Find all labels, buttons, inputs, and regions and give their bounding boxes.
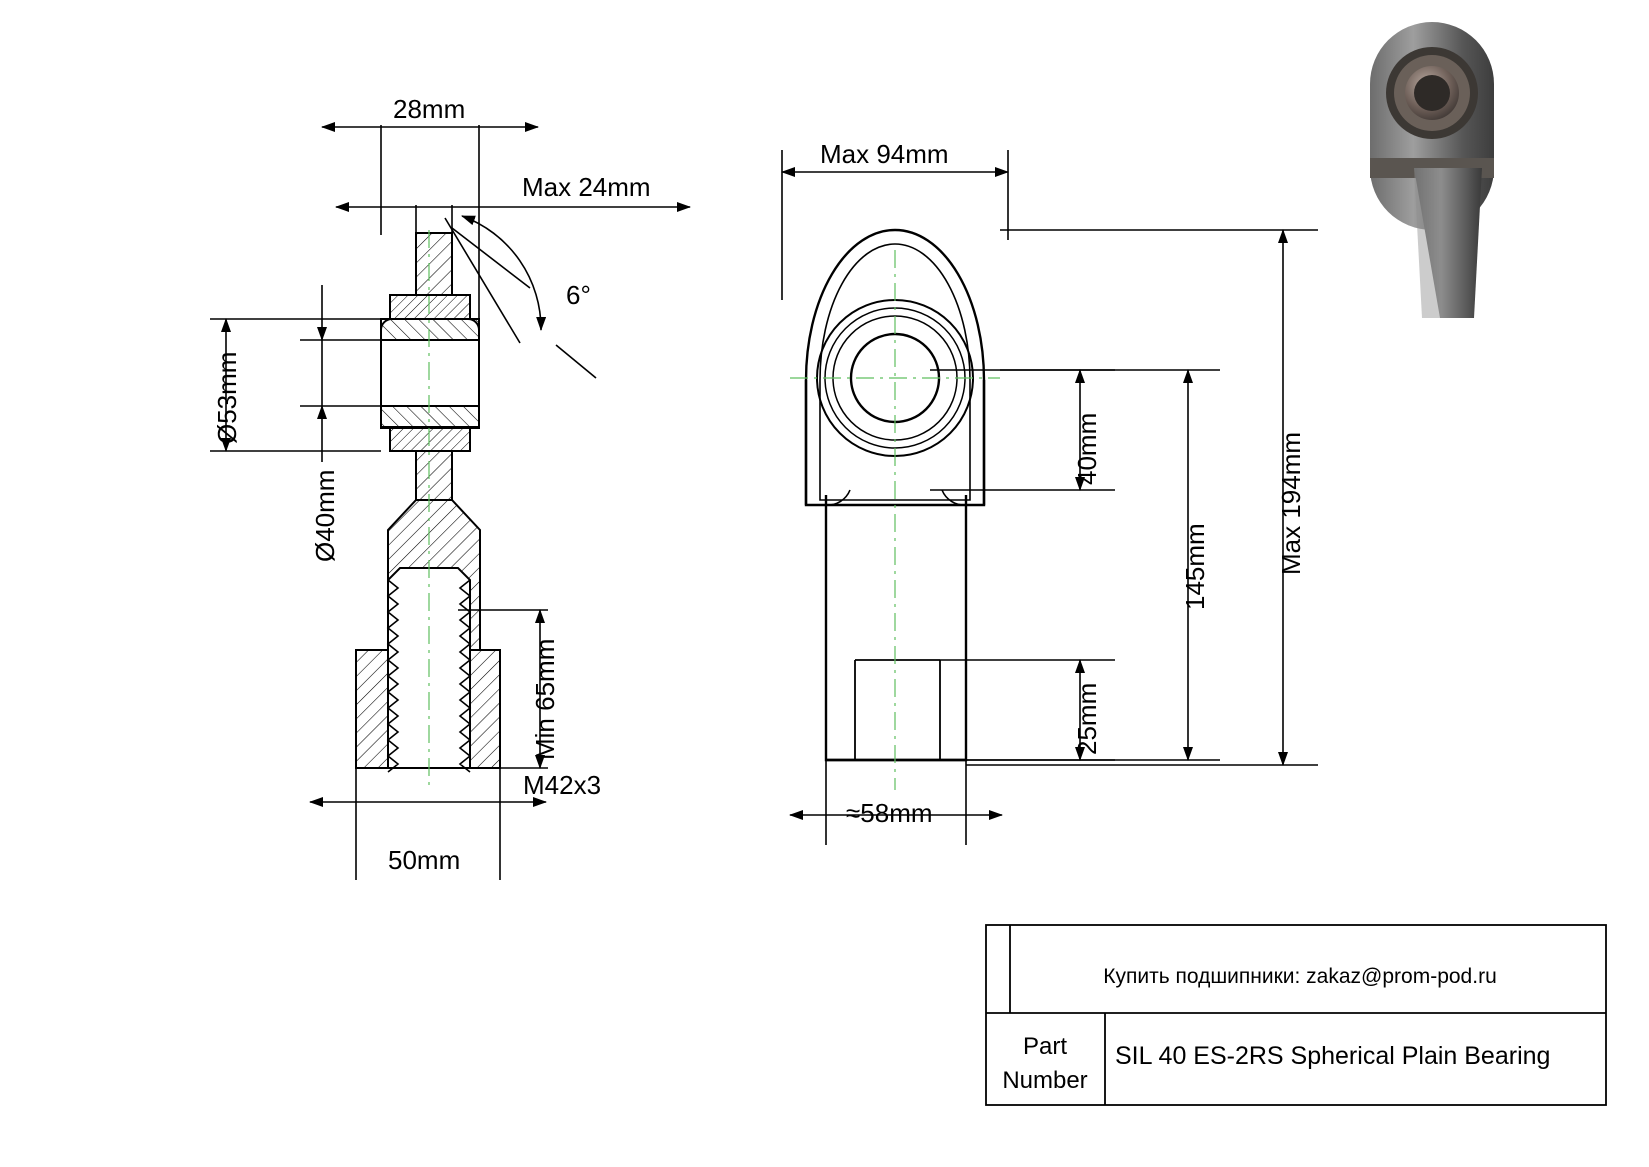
dim-label-25mm: 25mm (1072, 682, 1102, 755)
dim-label-dia-53mm: Ø53mm (212, 351, 242, 444)
dim-label-thread-m42x3: M42x3 (523, 770, 602, 800)
dim-label-40mm: 40mm (1072, 412, 1102, 485)
dim-label-145mm: 145mm (1180, 523, 1210, 610)
part-label-line1: Part (1022, 1033, 1067, 1060)
title-block-part-number: SIL 40 ES-2RS Spherical Plain Bearing (1115, 1042, 1551, 1070)
dim-label-min-65mm: Min 65mm (530, 638, 560, 760)
dim-label-max-24mm: Max 24mm (522, 172, 651, 202)
dim-label-angle: 6° (566, 280, 591, 310)
dim-label-50mm: 50mm (388, 845, 461, 875)
product-photo (1322, 18, 1622, 338)
dim-label-58mm: ≈58mm (846, 798, 933, 828)
dim-label-28mm: 28mm (393, 94, 466, 124)
dim-label-dia-40mm: Ø40mm (310, 469, 340, 562)
part-label-line2: Number (1002, 1067, 1088, 1094)
title-block-part-label (990, 1030, 1100, 1098)
dim-label-max-194mm: Max 194mm (1276, 431, 1306, 575)
title-block-email: Купить подшипники: zakaz@prom-pod.ru (1103, 965, 1497, 988)
dim-label-max-94mm: Max 94mm (820, 139, 949, 169)
